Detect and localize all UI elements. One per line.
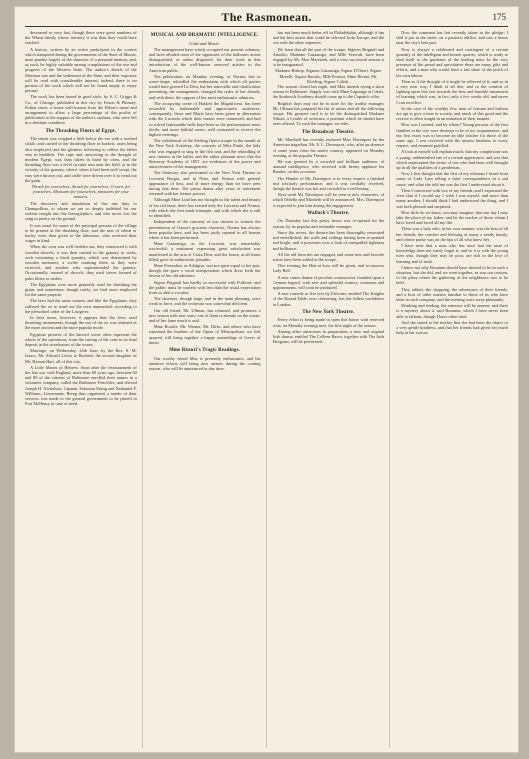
paragraph: The management have wisely occupied our present columns, and have alluded most of the signatures of the ballroom artists distinguished, or rather disguised, for their work in this introduction of the well-known reserved artistes to the American public. bbox=[148, 46, 261, 73]
paragraph: On Thursday last this pretty house was re-opened for the season, by its popular and estimable manager. bbox=[272, 218, 385, 229]
paragraph: The Egyptians were more generally used for threshing the grain, and sometimes, though rarely, we find asses employed for the same purpose. bbox=[25, 281, 137, 298]
paragraph: Next week Mr. Davenport will be seen in new characters, of which Othello and Macbeth will be announced. Mrs. Davenport is expected to join him during the engagement. bbox=[272, 192, 385, 208]
paragraph: The Steinway also performed in the New York Theatre in Lucrezia Borgia, and in Nina, and Norma with general appearance of best, and of more energy than we have seen during that time. The prima donna after years of retirement returned with her former powers. bbox=[148, 170, 261, 197]
section-heading: Wallack's Theatre. bbox=[307, 210, 350, 216]
paragraph: Marriage, on Wednesday, 24th June, by the Rev. S. M. Isaacs, Mr. Edward Lewis to Rachael, the second daughter of Mr. Hyman Hart, all of this city. bbox=[25, 348, 137, 364]
paragraph: Although Mme Lind has not brought us the talent and beauty of her old fame, there has existed only the Lucrezia and Norma, with which she first made triumphs, and with which she is still so identified. bbox=[148, 197, 261, 219]
newspaper-page bbox=[14, 6, 519, 753]
paragraph: Since the recess, the theatre has been thoroughly renovated and embellished, the walls and ceilings having been re-painted and bright, and it possesses now a look of unequalled lightness and brilliance. bbox=[272, 229, 385, 251]
paragraph: A look at myself will explain much; that my complexion was a young, unblemished one of a certain appearance, and was that which represented the virtue of one who had been well brought up in all the qualities of a gentleman. bbox=[396, 149, 508, 171]
paragraph: Mme Frezzolini, as Adalgisa, was not quite equal to her part, though she gave a vocal interpretation which drew forth the favour of her old admirers. bbox=[148, 262, 261, 279]
paragraph: He was greeted by a crowded and brilliant audience, of unusual intelligence, who received with hearty applause his Hamlet, on this occasion. bbox=[272, 159, 385, 175]
paragraph: A history, written by an active participant in the contest which transpired during the governments of the State of Illinois, must partake largely of the character of a personal memoir, and, as such, be highly valuable among compilations of the rise and progress of the Western State. The author's details of the Mormon war and the settlement of the State, and their exposure will be read with considerable interest; indeed, there is no portion of the work which will not be found amply to repay perusal. bbox=[25, 46, 137, 94]
paragraph: The discovery and translation of this one duty to Champollion, to whom we are so deeply indebted for our earliest insight into the hieroglyphics, and who never lost the song in poetry on the ground. bbox=[25, 200, 137, 222]
paragraph: Mr. Marshall has recently replaced Miss Davenport by the American tragedian, Mr. E. L. Davenport, who, after an absence of some years from his native country, appeared on Monday evening, at the popular Theatre. bbox=[272, 137, 385, 158]
paragraph: Egyptian pictures of the harvest scene often represent the whole of the operations, from the cutting of the corn to its final deposit in the storehouses of the owner. bbox=[25, 331, 137, 347]
column-3 bbox=[273, 30, 391, 748]
paragraph: There was a lady who, in her own manner, was the best of all her friends, the comfort and blessing of many a needy family, and whose praise was on the lips of all who knew her. bbox=[396, 226, 508, 242]
paragraph: When the corn was well trodden out, they winnowed it with wooden shovels; it was then carried to the granary in sacks, each containing a fixed quantity, which was determined by wooden measures; a scribe counting them as they were received, and another who superintended the granary. Occasionally, instead of shovels, they used sieves formed of palm fibres or rushes. bbox=[25, 244, 137, 281]
page-header bbox=[15, 11, 518, 25]
paragraph: Mme Rosalie, Mr. Warner, Mr. Dirks, and others who have sustained the burthen of the Opera of Metropolitan, we feel assured, will bring together a happy assemblage of lovers of music. bbox=[148, 324, 261, 345]
paragraph: Then as if the thought of it might be relieved of it; and so in a very near way, I think of all this; and so the comfort of lighting upon this rest towards the best and humble instrument of learning which was, in fact, only a few weeks old, and never I can recollect. bbox=[396, 78, 508, 105]
page-number: 175 bbox=[492, 12, 506, 22]
paragraph: Drinking and reading, the entrance will be unseen; and there is a mystery about it, said Rosanna, which I have never been able to fathom, though I have often tried. bbox=[396, 303, 508, 319]
paragraph: Brighter days may not be in store for the worthy manager. Mr. Ullman has prepared his list of artists and all the following troupe. His greatest card is to be the distinguished Madame Alboni, a Leader of orchestra, a position which he should have been offered. To such the manager, we refer. bbox=[272, 100, 385, 127]
paragraph: How little do we know, you may imagine, that one day I may take the place of my father, and be the teacher of those whom I have loved and loved all my life. bbox=[396, 209, 508, 226]
paragraph: They talked, she shopping, the adventures of their friends, and a host of other matters familiar to those of us who have been in such company; and the evening wore away pleasantly. bbox=[396, 286, 508, 302]
paragraph: Now is always a celebrated and contingent of a certain quantity of the intelligent and honest quarter, which is ready to lend itself to the guidance of the leading men. In the very presence of the proud and speculative there are many gifts and efforts, and a man who would have a fair share of the profit of his own labour. bbox=[396, 46, 508, 78]
paragraph: A new comic drama of peculiar construction, founded upon a German legend, with new and splendid scenery, costumes and appointments, will soon be produced. bbox=[272, 274, 385, 290]
paragraph: In the case of the wealthy Jew, men of fortune and fashion are apt to give a tone to society, and much of this good and the reverse is often sought in an imitation of their manner. bbox=[396, 105, 508, 122]
section-heading: Mme Ristori's Tragic Readings. bbox=[169, 347, 241, 353]
paragraph: Now the comment has last recently taken in the pledge; I find it put in the street, on a patriotic edifice, and saw a house near the city's best part. bbox=[396, 30, 508, 46]
paragraph: The occupying scene of Haskett the Magnificent, has been rewarded by fashionable and appreciative audiences, consequently, those and Marie have been given in alternation with the Lucrezia which their names were connected, and had so solved fashionable halls have been so the performances more docile, and more faithful series, well contrasted to receive the highest evenings. bbox=[148, 100, 261, 138]
paragraph: It was usual for some of the principal persons of the village to be present at the thrashing floor, and the ears of wheat or barley were then given to the labourers, who received their wages in kind. bbox=[25, 222, 137, 244]
paragraph: I knew not why Rosanna should have desired to be in such a situation, but she did, and we went together, as was our custom, to the place where the gathering of the neighbours was to be held. bbox=[396, 264, 508, 286]
paragraph: This evening the Heir-at-Law will be given, and to-morrow Lady Bell. bbox=[272, 263, 385, 274]
paragraph: has not been much better off in Philadelphia, although it has had the best artists that could be selected from Europe, and the rest with the other expenses. bbox=[272, 30, 385, 46]
paragraph: I have seen that a man who has once had the taste of knowledge does not easily forget it; and so it is with the young men who, though they may be poor, are rich in the love of learning and of truth. bbox=[396, 242, 508, 264]
paragraph: The Hamlet of Mr. Davenport is in every respect a finished and scholarly performance, and it was cordially received, though the theatre was hot and crowded to overflowing. bbox=[272, 175, 385, 192]
paragraph: Mme Gazzaniga, as the Lucrezia, was remarkably successful; a sentiment expressing great satisfaction was manifested in the aria of Casta Diva, and the house, at all times filled, gave its enthusiastic plaudits. bbox=[148, 241, 261, 262]
paragraph: Our worthy friend Max is presently enthusiastic, and his attentive efforts will bring new artistes during the coming season, who will be announced in due time. bbox=[148, 355, 261, 371]
paragraph: Every effort is being made to open this house with renewed eclat, on Monday evening next, the first night of the season. bbox=[272, 317, 385, 328]
paragraph: How was I treated, and by whom? Young persons of the first families in the city were desirous to be of my acquaintance, and my first essay was to become an able teacher for those of the same age. I was received with the utmost kindness in every respect, and returned gratified. bbox=[396, 122, 508, 149]
paragraph: The work has been issued in good style, by S. C. Griggs & Co., of Chicago, published in this city by Ivison & Phinney. Fulton street, a house well known from the Editor's name and arrangement to allow a large percentage of the profits of publication to the support of the author's orphans, who were left in a destitute condition. bbox=[25, 94, 137, 126]
paragraph: The laws had the same custom, and like the Egyptians, they suffered the ox to tread out the corn unmuzzled; according to the prescribed order of the Lawgiver. bbox=[25, 298, 137, 314]
verse: Thrash for yourselves, thrash for yourselves, O oxen, for yourselves, Measures for yourselves, measures for your masters. bbox=[31, 184, 131, 200]
masthead-title: The Rasmonean. bbox=[221, 10, 312, 24]
paragraph: The season closed last night, and Max intends trying a short season in Baltimore. Supply was with Mme Lagrange at Calais, the Strakosch Academy should come up to the Captain's offer. bbox=[272, 84, 385, 100]
paragraph: The publication, on Monday evening, of Norma, late in scene-shape, rekindled the enthusiasm with which all parties would have greeted La Diva, but her intervallic and clarification presenting, the management, changed the order of her friends, and with them, the support of her most enthusiastic admirers. bbox=[148, 73, 261, 100]
section-subheading: Gold and Music. bbox=[189, 40, 220, 46]
column-4 bbox=[396, 30, 508, 748]
paragraph: In later times, however, it appears that the Jews used thrashing instruments, though the use of the ox was retained as the more ancient and the more popular mode. bbox=[25, 314, 137, 331]
column-2 bbox=[149, 30, 267, 748]
paragraph: Our old friend, Mr. Ullman, has returned, and promises a new season with new stars; one of them is already on the ocean, and of her fame much is said. bbox=[148, 307, 261, 323]
cast-list: Madame Bishop, Signora Gazzaniga, Signor D'Onori, Signor Morelli, Signor Bartolo, Mlle Poinsot, Mme Rivani, Mr. Kiesling, Signor Coletti. bbox=[275, 68, 382, 84]
paragraph: A Little Matter of Hebrew. Soon after the reinstatement of the late war with England, more than 60 years ago, between 60 and 80 of the citizens of Baltimore enrolled their names in a volunteer company, called the Baltimore Fencibles, and elected Joseph H. Nicholson, Captain, Solomon Etting and Nathaniel F. Williams, Lieutenants. Being thus organized, a tender of their services was made to the general government to be placed in Fort McHenry in case of need. bbox=[25, 364, 137, 407]
paragraph: Now I first thought that the first of my relations I heard from some of Lady Lain telling a brief correspondence in a sad cause, and what she told me was the first I understood about it. bbox=[396, 171, 508, 187]
paragraph: decreased so very fast, though there were great numbers of the Wheat family whose territory it was than they could have reached. bbox=[25, 30, 137, 46]
paragraph: Then I conversed with two of my friends, and I expressed the view that if I would say I wish I was myself, and more than many another, I should think I had understood the thing, and I was both pleased and surprised. bbox=[396, 187, 508, 209]
columns bbox=[25, 30, 508, 748]
section-heading: The New York Theatre. bbox=[302, 309, 355, 315]
section-heading: The Broadway Theatre. bbox=[301, 129, 355, 135]
header-rule bbox=[25, 26, 508, 27]
section-heading: MUSICAL AND DRAMATIC INTELLIGENCE. bbox=[150, 33, 259, 38]
paragraph: The withdrawal of the Sterling Opera troupe in the month of the New York Academy, the concerts of Miss Pintle, the lady who was engaged to sing in the first and, and the rekindling of new interest in the ballet, and the rather pleasant news that the Steinway Academy of 1857, are evidences of the power and attractiveness of the management. bbox=[148, 138, 261, 170]
paragraph: We learn that all the part of the troupe, Signors Brignoli and Amodio, Madame Gazzaniga, and Mlle Vestvali, have been engaged by Mr. Max Maretzek, and a very successful season is to be inaugurated. bbox=[272, 46, 385, 68]
paragraph: The choruses, though large, and in the main pleasing, were weak in force, and the orchestra was somewhat deficient. bbox=[148, 296, 261, 307]
paragraph: Among other attractions in preparation, a new and original Irish drama, entitled The Colleen Bawn, together with The Irish Emigrant, will be performed. bbox=[272, 328, 385, 345]
paragraph: Signor Brignoli has hardly so successful with Pollione, and the public must be content with less than the usual expectation from so able a vocalist. bbox=[148, 279, 261, 295]
paragraph: A new comedy in five acts by Falconer, entitled The Knights of the Round Table, now rehearsing, has the fullest confidence in London. bbox=[272, 291, 385, 307]
section-heading: The Thrashing Floors of Egypt. bbox=[45, 128, 117, 134]
paragraph: And she stated to the teacher that she had been the object of a very gentle kindness, and that her friends had given her much help in her sorrow. bbox=[396, 319, 508, 336]
paragraph: The wheat was cropped a little below the ear with a toothed sickle, and carried to the thrashing floor in baskets, asses being also employed, and the gleaners following to collect the fallen ears in handfuls. The rope and, answering to the thought of modern Egypt, was then taken in hand by oxen, and the thrashing floor was a level circular area near the field, or in the vicinity of the granary, where, when it had been well swept, the ears were thrown out, and cattle were driven over it to tread out the grain. bbox=[25, 136, 137, 183]
paragraph: Independent of the curiosity of our citizens to witness the presentation of Gazza's gracious character, Norma has always been popular here, and has been justly reputed in all houses where it has been performed. bbox=[148, 219, 261, 240]
column-1 bbox=[25, 30, 143, 748]
paragraph: All the old favorites are engaged, and some new and favorite artists have been added to the troupe. bbox=[272, 251, 385, 262]
